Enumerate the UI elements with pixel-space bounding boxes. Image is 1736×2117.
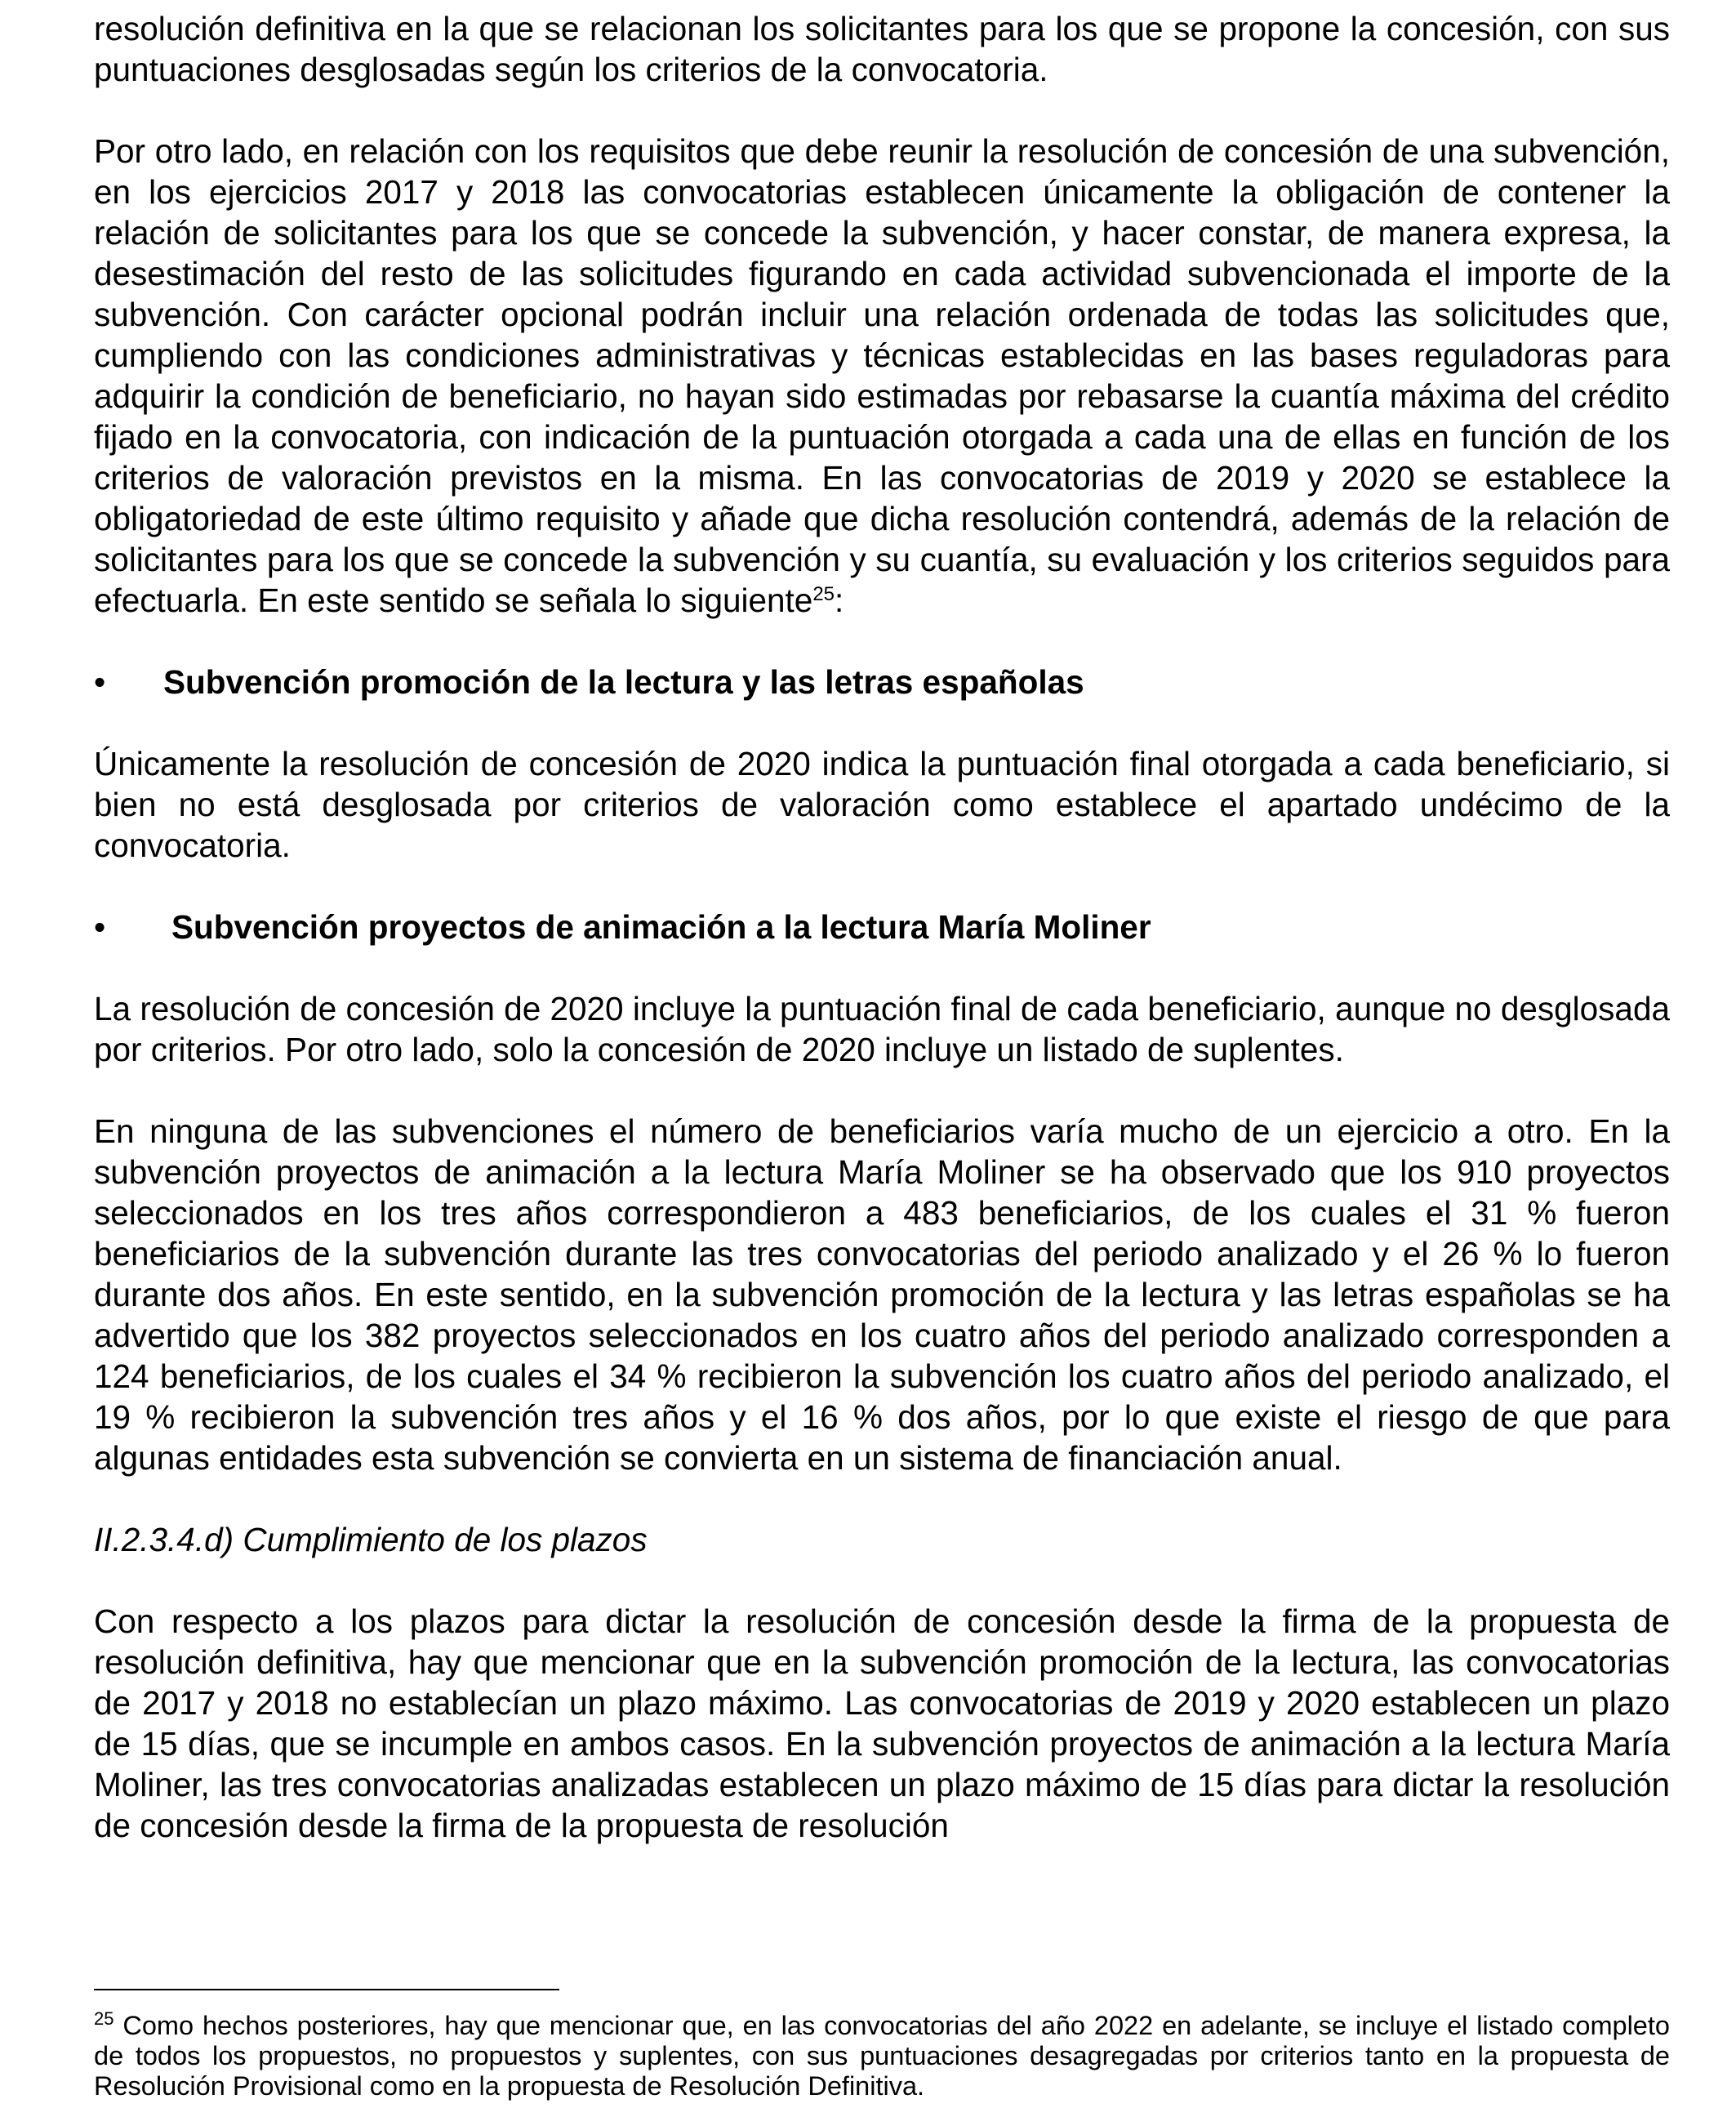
bullet-icon: • [94,908,106,946]
bullet-icon: • [94,663,106,701]
bullet-label-moliner: Subvención proyectos de animación a la lectura María Moliner [171,908,1151,946]
bullet-item-moliner [94,907,1670,947]
footnote-25 [94,2008,1670,2101]
footnote-separator [94,1989,559,1990]
paragraph-5: En ninguna de las subvenciones el número de beneficiarios varía mucho de un ejercicio a otro. En la subvención proyectos de animación a la lectura María Moliner se ha observado que los 910 proyectos seleccionados en los tres años correspondieron a 483 beneficiarios, de los cuales el 31 % fueron beneficiarios de la subvención durante las tres convocatorias del periodo analizado y el 26 % lo fueron durante dos años. En este sentido, en la subvención promoción de la lectura y las letras españolas se ha advertido que los 382 proyectos seleccionados en los cuatro años del periodo analizado corresponden a 124 beneficiarios, de los cuales el 34 % recibieron la subvención los cuatro años del periodo analizado, el 19 % recibieron la subvención tres años y el 16 % dos años, por lo que existe el riesgo de que para algunas entidades esta subvención se convierta en un sistema de financiación anual. [94,1112,1670,1477]
paragraph-4: La resolución de concesión de 2020 incluye la puntuación final de cada beneficiario, aunque no desglosada por criterios. Por otro lado, solo la concesión de 2020 incluye un listado de suplentes. [94,990,1670,1068]
footnote-text: Como hechos posteriores, hay que mencionar que, en las convocatorias del año 2022 en adelante, se incluye el listado completo de todos los propuestos, no propuestos y suplentes, con sus puntuaciones desagregadas por criterios tanto en la propuesta de Resolución Provisional como en la propuesta de Resolución Definitiva. [94,2011,1670,2101]
paragraph-2-text: Por otro lado, en relación con los requisitos que debe reunir la resolución de concesión de una subvención, en los ejercicios 2017 y 2018 las convocatorias establecen únicamente la obligación de contener la relación de solicitantes para los que se concede la subvención, y hacer constar, de manera expresa, la desestimación del resto de las solicitudes figurando en cada actividad subvencionada el importe de la subvención. Con carácter opcional podrán incluir una relación ordenada de todas las solicitudes que, cumpliendo con las condiciones administrativas y técnicas establecidas en las bases reguladoras para adquirir la condición de beneficiario, no hayan sido estimadas por rebasarse la cuantía máxima del crédito fijado en la convocatoria, con indicación de la puntuación otorgada a cada una de ellas en función de los criterios de valoración previstos en la misma. En las convocatorias de 2019 y 2020 se establece la obligatoriedad de este último requisito y añade que dicha resolución contendrá, además de la relación de solicitantes para los que se concede la subvención y su cuantía, su evaluación y los criterios seguidos para efectuarla. En este sentido se señala lo siguiente [94,132,1670,619]
paragraph-6: Con respecto a los plazos para dictar la resolución de concesión desde la firma de la propuesta de resolución definitiva, hay que mencionar que en la subvención promoción de la lectura, las convocatorias de 2017 y 2018 no establecían un plazo máximo. Las convocatorias de 2019 y 2020 establecen un plazo de 15 días, que se incumple en ambos casos. En la subvención proyectos de animación a la lectura María Moliner, las tres convocatorias analizadas establecen un plazo máximo de 15 días para dictar la resolución de concesión desde la firma de la propuesta de resolución [94,1602,1670,1844]
section-heading: II.2.3.4.d) Cumplimiento de los plazos [94,1521,648,1558]
paragraph-1: resolución definitiva en la que se relacionan los solicitantes para los que se propone la concesión, con sus puntuaciones desglosadas según los criterios de la convocatoria. [94,10,1670,88]
paragraph-3: Únicamente la resolución de concesión de 2020 indica la puntuación final otorgada a cada beneficiario, si bien no está desglosada por criterios de valoración como establece el apartado undécimo de la convocatoria. [94,745,1670,864]
document-body [94,8,1670,1846]
footnote-reference-25[interactable]: 25 [812,583,835,605]
paragraph-2-end: : [835,582,844,619]
bullet-item-lectura [94,662,1670,702]
footnote-number: 25 [94,2008,114,2029]
bullet-label-lectura: Subvención promoción de la lectura y las letras españolas [163,663,1084,701]
paragraph-2 [94,131,1670,621]
